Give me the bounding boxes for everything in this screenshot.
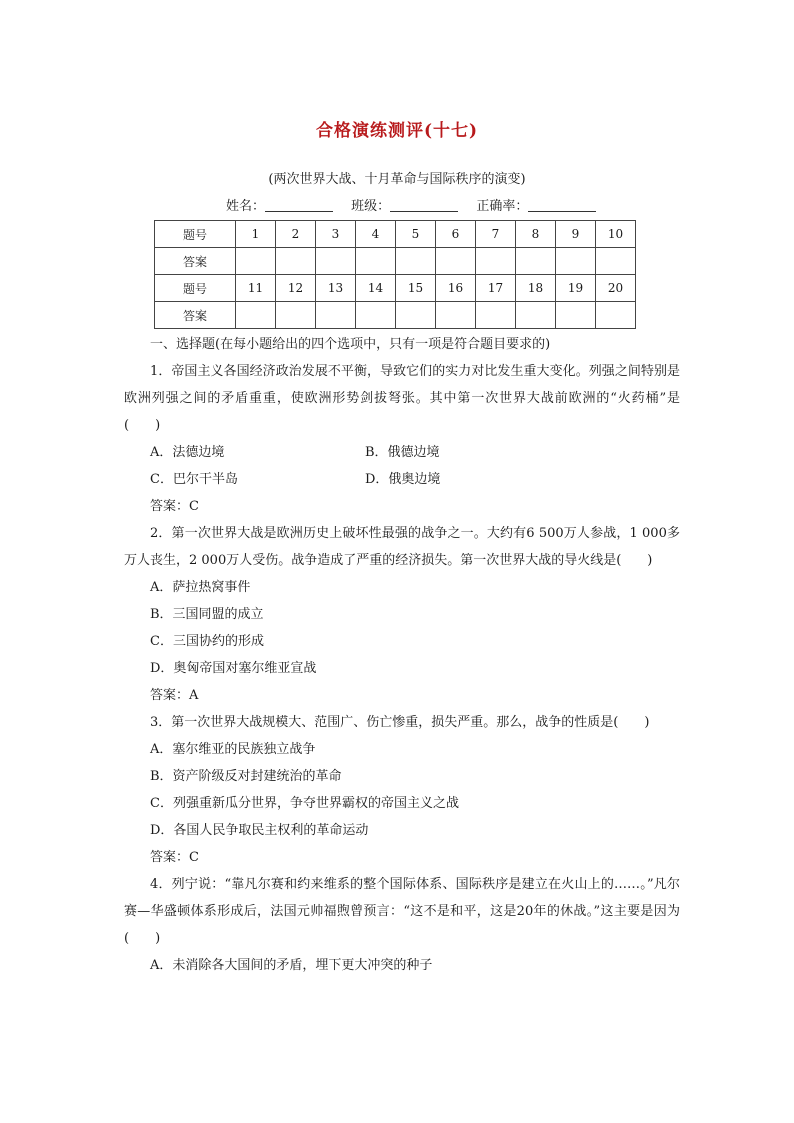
answer-label: 答案 (155, 302, 236, 329)
question-number: 12 (276, 275, 316, 302)
table-row (155, 275, 636, 302)
answer-cell[interactable] (556, 248, 596, 275)
question-number: 13 (316, 275, 356, 302)
answer-text: 答案：C (150, 499, 199, 514)
question-stem: 4．列宁说：“靠凡尔赛和约来维系的整个国际体系、国际秩序是建立在火山上的……。”凡尔赛—华盛顿体系形成后，法国元帅福煦曾预言：“这不是和平，这是20年的休战。”这主要是因为( ) (124, 877, 680, 946)
name-blank[interactable] (265, 199, 333, 212)
question-number: 8 (516, 221, 556, 248)
answer-cell[interactable] (356, 302, 396, 329)
option-row (124, 466, 680, 493)
option-d[interactable]: D．各国人民争取民主权利的革命运动 (150, 823, 369, 838)
table-row (155, 302, 636, 329)
answer-cell[interactable] (516, 302, 556, 329)
option-d[interactable]: D．俄奥边境 (365, 472, 441, 487)
option-a[interactable]: A．未消除各大国间的矛盾，埋下更大冲突的种子 (150, 958, 433, 973)
answer-label: 答案 (155, 248, 236, 275)
question-number: 1 (236, 221, 276, 248)
answer-text: 答案：A (150, 688, 199, 703)
class-blank[interactable] (390, 199, 458, 212)
answer-cell[interactable] (356, 248, 396, 275)
question-number: 6 (436, 221, 476, 248)
question-number: 2 (276, 221, 316, 248)
option-b[interactable]: B．俄德边境 (365, 445, 440, 460)
question-number: 7 (476, 221, 516, 248)
table-row (155, 221, 636, 248)
answer-cell[interactable] (316, 248, 356, 275)
question-stem: 3．第一次世界大战规模大、范围广、伤亡惨重，损失严重。那么，战争的性质是( ) (150, 715, 650, 730)
answer-cell[interactable] (436, 302, 476, 329)
option-row (124, 439, 680, 466)
question-number: 18 (516, 275, 556, 302)
option-c[interactable]: C．列强重新瓜分世界，争夺世界霸权的帝国主义之战 (150, 796, 459, 811)
answer-cell[interactable] (396, 302, 436, 329)
answer-cell[interactable] (236, 302, 276, 329)
question-stem: 2．第一次世界大战是欧洲历史上破坏性最强的战争之一。大约有6 500万人参战，1 000多万人丧生，2 000万人受伤。战争造成了严重的经济损失。第一次世界大战的导火线是( ) (124, 526, 680, 568)
option-b[interactable]: B．三国同盟的成立 (150, 607, 264, 622)
question-number-label: 题号 (155, 275, 236, 302)
answer-cell[interactable] (596, 302, 636, 329)
answer-table (154, 220, 636, 329)
question-number: 11 (236, 275, 276, 302)
answer-cell[interactable] (476, 248, 516, 275)
question-number: 20 (596, 275, 636, 302)
option-a[interactable]: A．萨拉热窝事件 (150, 580, 251, 595)
answer-cell[interactable] (236, 248, 276, 275)
answer-cell[interactable] (276, 248, 316, 275)
name-label: 姓名： (226, 199, 266, 214)
option-a[interactable]: A．法德边境 (150, 445, 225, 460)
answer-cell[interactable] (556, 302, 596, 329)
question-number: 15 (396, 275, 436, 302)
question-number: 19 (556, 275, 596, 302)
page-title: 合格演练测评(十七) (315, 121, 479, 141)
section-heading: 一、选择题(在每小题给出的四个选项中，只有一项是符合题目要求的) (150, 337, 551, 352)
option-c[interactable]: C．巴尔干半岛 (150, 472, 238, 487)
answer-cell[interactable] (596, 248, 636, 275)
answer-cell[interactable] (396, 248, 436, 275)
class-label: 班级： (351, 199, 391, 214)
accuracy-blank[interactable] (528, 199, 596, 212)
question-number: 3 (316, 221, 356, 248)
option-a[interactable]: A．塞尔维亚的民族独立战争 (150, 742, 316, 757)
question-number: 5 (396, 221, 436, 248)
answer-cell[interactable] (436, 248, 476, 275)
question-number: 17 (476, 275, 516, 302)
table-row (155, 248, 636, 275)
answer-cell[interactable] (316, 302, 356, 329)
answer-cell[interactable] (276, 302, 316, 329)
question-number: 9 (556, 221, 596, 248)
option-c[interactable]: C．三国协约的形成 (150, 634, 264, 649)
student-info-line (226, 195, 610, 214)
question-number: 14 (356, 275, 396, 302)
page-subtitle: (两次世界大战、十月革命与国际秩序的演变) (268, 172, 526, 187)
questions-content (124, 331, 680, 979)
question-number-label: 题号 (155, 221, 236, 248)
option-b[interactable]: B．资产阶级反对封建统治的革命 (150, 769, 342, 784)
accuracy-label: 正确率： (476, 199, 529, 214)
option-d[interactable]: D．奥匈帝国对塞尔维亚宣战 (150, 661, 317, 676)
answer-text: 答案：C (150, 850, 199, 865)
question-number: 4 (356, 221, 396, 248)
question-stem: 1．帝国主义各国经济政治发展不平衡，导致它们的实力对比发生重大变化。列强之间特别是欧洲列强之间的矛盾重重，使欧洲形势剑拔弩张。其中第一次世界大战前欧洲的“火药桶”是( ) (124, 364, 680, 433)
question-number: 16 (436, 275, 476, 302)
answer-cell[interactable] (516, 248, 556, 275)
question-number: 10 (596, 221, 636, 248)
answer-cell[interactable] (476, 302, 516, 329)
